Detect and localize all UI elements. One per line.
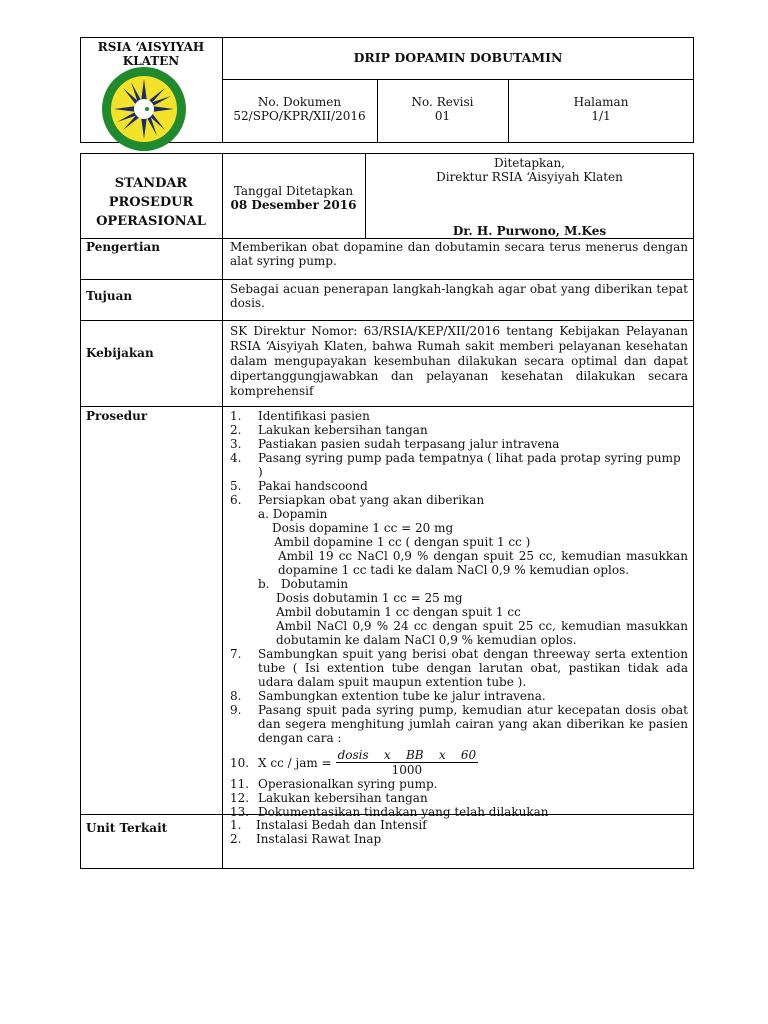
doc-number-label: No. Dokumen	[257, 95, 342, 109]
hospital-name: RSIA ‘AISYIYAH KLATEN	[97, 40, 205, 68]
kebijakan-text: SK Direktur Nomor: 63/RSIA/KEP/XII/2016 tentang Kebijakan Pelayanan RSIA ‘Aisyiyah Klaten, bahwa Rumah sakit memberi pelayanan kesehatan dalam mengupayakan kesembuhan dilakukan secara optimal dan dapat dipertanggungjawabkan dan pelayanan kesehatan dilakukan secara komprehensif	[230, 324, 688, 398]
revision-label: No. Revisi	[411, 95, 474, 109]
step-text: Pasang syring pump pada tempatnya ( lihat pada protap syring pump )	[258, 451, 681, 479]
page-label: Halaman	[573, 95, 629, 109]
unit-item: 1. Instalasi Bedah dan Intensif	[230, 818, 427, 832]
unit-item: 2. Instalasi Rawat Inap	[230, 832, 382, 846]
header-row-divider	[222, 79, 694, 80]
revision-block	[377, 95, 508, 123]
substep-text: Dosis dopamine 1 cc = 20 mg	[272, 521, 454, 535]
hospital-logo	[101, 66, 187, 152]
formula-numerator: dosis x BB x 60	[337, 748, 477, 762]
step-text: Sambungkan spuit yang berisi obat dengan threeway serta extention tube ( Isi extention tube dengan larutan obat, pastikan tidak ada udara dalam spuit maupun extention tube ).	[258, 647, 688, 689]
doc-number-block	[222, 95, 377, 123]
page-block	[508, 95, 694, 123]
step-text: Lakukan kebersihan tangan	[258, 791, 428, 805]
substep-text: Dosis dobutamin 1 cc = 25 mg	[276, 591, 463, 605]
step-text: Pakai handscoond	[258, 479, 368, 493]
procedure-step: 9. Pasang spuit pada syring pump, kemudian atur kecepatan dosis obat dan segera menghitung jumlah cairan yang akan diberikan ke pasien dengan cara :	[230, 703, 688, 745]
procedure-step: 13. Dokumentasikan tindakan yang telah dilakukan	[230, 805, 549, 819]
date-block	[222, 184, 365, 212]
step-text: Persiapkan obat yang akan diberikan	[258, 493, 485, 507]
procedure-step-formula: 10. X cc / jam = $\frac{\text{dosis x BB x 60}}{1000}$	[230, 748, 477, 777]
director-label: Direktur RSIA ‘Aisyiyah Klaten	[436, 170, 623, 184]
step-text: Sambungkan extention tube ke jalur intravena.	[258, 689, 546, 703]
substep-label: b. Dobutamin	[258, 577, 349, 591]
tujuan-text: Sebagai acuan penerapan langkah-langkah agar obat yang diberikan tepat dosis.	[230, 282, 688, 310]
sop-title-line: STANDAR	[114, 176, 188, 191]
procedure-list	[230, 409, 688, 819]
document-title: DRIP DOPAMIN DOBUTAMIN	[353, 50, 563, 65]
substep-text: Ambil 19 cc NaCl 0,9 % dengan spuit 25 cc, kemudian masukkan dopamine 1 cc tadi ke dalam NaCl 0,9 % kemudian oplos.	[278, 549, 688, 577]
step-text: Operasionalkan syring pump.	[258, 777, 438, 791]
unit-list	[230, 818, 688, 846]
sop-title-line: PROSEDUR	[108, 195, 194, 210]
date-value: 08 Desember 2016	[230, 198, 357, 212]
row-divider	[80, 279, 694, 280]
procedure-step: 4. Pasang syring pump pada tempatnya ( lihat pada protap syring pump )	[230, 451, 688, 479]
doc-number: 52/SPO/KPR/XII/2016	[233, 109, 366, 123]
procedure-step: 7. Sambungkan spuit yang berisi obat dengan threeway serta extention tube ( Isi extention tube dengan larutan obat, pastikan tidak ada udara dalam spuit maupun extention tube ).	[230, 647, 688, 689]
row-divider	[80, 406, 694, 407]
page-value: 1/1	[591, 109, 611, 123]
unit-text: Instalasi Rawat Inap	[256, 832, 382, 846]
formula-denominator: 1000	[391, 763, 423, 777]
row-label-unit: Unit Terkait	[86, 821, 168, 835]
step-text: Pastiakan pasien sudah terpasang jalur intravena	[258, 437, 560, 451]
step-text: Identifikasi pasien	[258, 409, 370, 423]
revision-value: 01	[434, 109, 451, 123]
step-text: Dokumentasikan tindakan yang telah dilakukan	[258, 805, 549, 819]
substep-text: Ambil dobutamin 1 cc dengan spuit 1 cc	[276, 605, 521, 619]
column-divider	[222, 153, 223, 869]
sop-title-line: OPERASIONAL	[96, 214, 206, 229]
procedure-step: 5. Pakai handscoond	[230, 479, 368, 493]
row-label-prosedur: Prosedur	[86, 409, 148, 423]
procedure-step: 12. Lakukan kebersihan tangan	[230, 791, 428, 805]
step-text: Lakukan kebersihan tangan	[258, 423, 428, 437]
pengertian-text: Memberikan obat dopamine dan dobutamin secara terus menerus dengan alat syring pump.	[230, 240, 688, 268]
sop-title	[80, 174, 222, 231]
procedure-step: 3. Pastiakan pasien sudah terpasang jalur intravena	[230, 437, 560, 451]
step-text: Pasang spuit pada syring pump, kemudian atur kecepatan dosis obat dan segera menghitung jumlah cairan yang akan diberikan ke pasien dengan cara :	[258, 703, 688, 745]
sun-emblem-icon	[101, 66, 187, 152]
row-label-pengertian: Pengertian	[86, 240, 161, 254]
set-by-label: Ditetapkan,	[493, 156, 565, 170]
procedure-step: 11. Operasionalkan syring pump.	[230, 777, 438, 791]
formula-fraction	[336, 748, 479, 777]
substep-text: Ambil dopamine 1 cc ( dengan spuit 1 cc )	[274, 535, 531, 549]
substep-text: Ambil NaCl 0,9 % 24 cc dengan spuit 25 cc, kemudian masukkan dobutamin ke dalam NaCl 0,9 % kemudian oplos.	[276, 619, 688, 647]
unit-text: Instalasi Bedah dan Intensif	[256, 818, 427, 832]
row-label-kebijakan: Kebijakan	[86, 346, 154, 360]
procedure-step: 1. Identifikasi pasien	[230, 409, 370, 423]
procedure-step: 8. Sambungkan extention tube ke jalur intravena.	[230, 689, 546, 703]
formula-prefix: X cc / jam =	[258, 755, 332, 770]
row-divider	[80, 320, 694, 321]
approval-block	[365, 156, 694, 184]
director-name: Dr. H. Purwono, M.Kes	[452, 224, 607, 238]
row-divider	[80, 238, 694, 239]
procedure-step: 6. Persiapkan obat yang akan diberikan	[230, 493, 485, 507]
substep-label: a. Dopamin	[258, 507, 328, 521]
date-label: Tanggal Ditetapkan	[233, 184, 354, 198]
row-label-tujuan: Tujuan	[86, 289, 133, 303]
procedure-step: 2. Lakukan kebersihan tangan	[230, 423, 428, 437]
